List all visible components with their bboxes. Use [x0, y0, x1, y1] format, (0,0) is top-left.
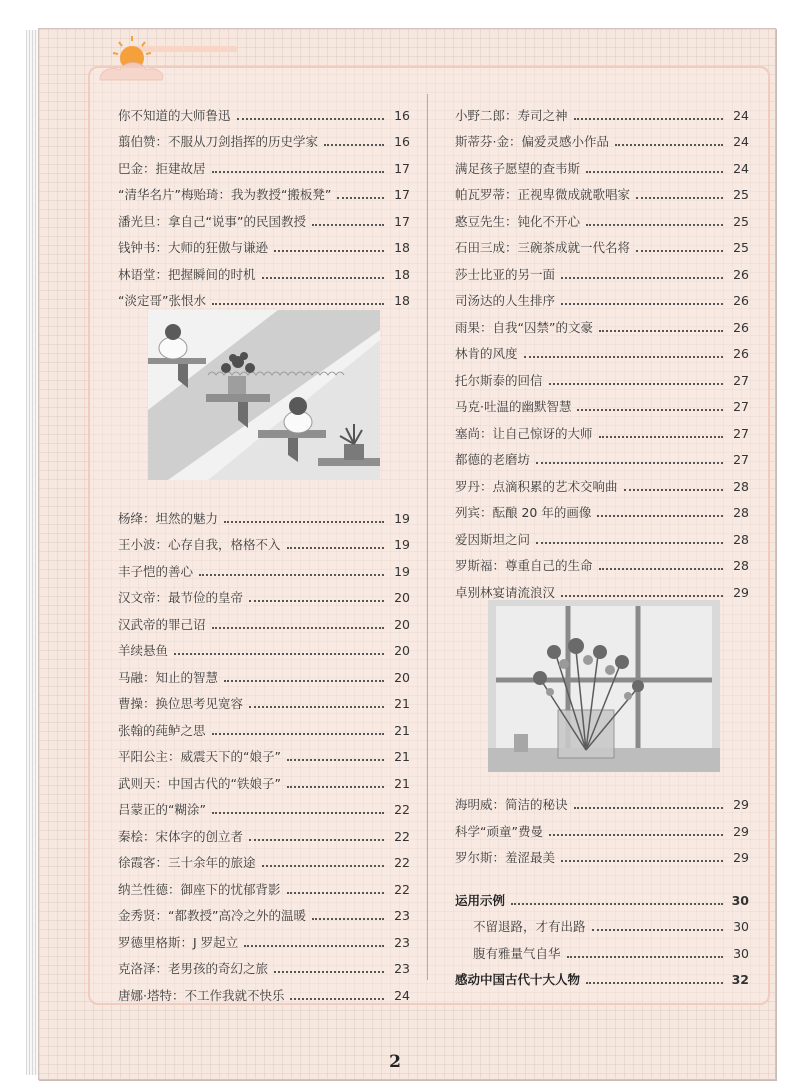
toc-entry-title: 钱钟书：大师的狂傲与谦逊 — [118, 240, 269, 255]
toc-entry-page: 22 — [394, 881, 410, 897]
toc-entry — [118, 923, 410, 950]
dot-leader — [586, 224, 723, 226]
flower-vase-window-photo — [488, 600, 720, 772]
toc-entry-page: 28 — [733, 505, 749, 520]
dot-leader — [262, 277, 384, 279]
toc-entry-title: 石田三成：三碗茶成就一代名将 — [455, 240, 631, 255]
dot-leader — [324, 144, 384, 146]
toc-entry-title: 运用示例 — [455, 892, 506, 908]
toc-entry — [118, 738, 410, 765]
toc-entry-title: 满足孩子愿望的查韦斯 — [455, 160, 581, 176]
toc-entry — [455, 308, 749, 335]
toc-entry-title: 王小波：心存自我，格格不入 — [118, 537, 281, 552]
dot-leader — [237, 118, 384, 120]
toc-entry-title: 马融：知止的智慧 — [118, 669, 219, 685]
toc-entry-page: 26 — [733, 319, 749, 335]
toc-entry — [118, 552, 410, 579]
toc-entry-title: 不留退路，才有出路 — [473, 919, 586, 934]
toc-entry-page: 25 — [733, 187, 749, 202]
toc-entry-page: 25 — [733, 240, 749, 255]
toc-entry-title: 罗德里格斯：J 罗起立 — [118, 934, 239, 950]
toc-right-column — [455, 96, 749, 987]
dot-leader — [567, 956, 723, 958]
toc-entry — [455, 96, 749, 123]
toc-entry — [455, 934, 749, 961]
dot-leader — [586, 171, 723, 173]
dot-leader — [337, 197, 384, 199]
dot-leader — [262, 865, 384, 867]
dot-leader — [249, 600, 384, 602]
toc-entry — [118, 976, 410, 1003]
toc-entry-title: 都德的老磨坊 — [455, 452, 531, 467]
toc-entry — [118, 764, 410, 791]
toc-entry — [455, 229, 749, 256]
dot-leader — [212, 627, 384, 629]
dot-leader — [599, 568, 723, 570]
toc-entry — [455, 388, 749, 415]
toc-entry-page: 22 — [394, 802, 410, 817]
toc-entry-title: 小野二郎：寿司之神 — [455, 107, 568, 123]
toc-entry — [118, 711, 410, 738]
toc-entry-page: 19 — [394, 537, 410, 552]
dot-leader — [249, 839, 384, 841]
toc-entry-title: 林肯的风度 — [455, 346, 518, 361]
toc-entry-page: 27 — [733, 399, 749, 414]
toc-entry-page: 24 — [394, 987, 410, 1003]
toc-entry — [118, 123, 410, 150]
toc-entry-page: 26 — [733, 293, 749, 308]
toc-list — [455, 96, 749, 600]
toc-entry-title: 罗斯福：尊重自己的生命 — [455, 558, 593, 573]
dot-leader — [312, 224, 384, 226]
toc-entry-page: 24 — [733, 107, 749, 123]
toc-entry-title: 罗丹：点滴积累的艺术交响曲 — [455, 478, 618, 494]
dot-leader — [249, 706, 384, 708]
dot-leader — [212, 733, 384, 735]
toc-entry-page: 30 — [733, 945, 749, 961]
toc-entry-title: 平阳公主：威震天下的“娘子” — [118, 749, 281, 764]
toc-entry-title: 列宾：酝酿 20 年的画像 — [455, 505, 592, 520]
toc-entry — [455, 335, 749, 362]
toc-entry-page: 20 — [394, 669, 410, 685]
dot-leader — [287, 892, 384, 894]
toc-entry-page: 24 — [733, 160, 749, 176]
dot-leader — [511, 903, 723, 905]
toc-entry-title: 爱因斯坦之问 — [455, 531, 531, 547]
toc-entry — [118, 579, 410, 606]
toc-list — [118, 499, 410, 1003]
toc-entry-page: 29 — [733, 850, 749, 865]
toc-entry-page: 19 — [394, 563, 410, 579]
toc-entry-page: 21 — [394, 696, 410, 711]
toc-entry — [455, 547, 749, 574]
toc-entry-page: 28 — [733, 478, 749, 494]
dot-leader — [287, 786, 384, 788]
toc-entry — [455, 441, 749, 468]
toc-entry-page: 29 — [733, 584, 749, 600]
dot-leader — [174, 653, 384, 655]
dot-leader — [599, 330, 723, 332]
toc-entry — [455, 494, 749, 521]
toc-entry-title: 唐娜·塔特：不工作我就不快乐 — [118, 987, 285, 1003]
toc-entry — [455, 255, 749, 282]
toc-entry-title: “淡定哥”张恨水 — [118, 293, 206, 308]
toc-entry — [118, 844, 410, 871]
toc-entry — [118, 499, 410, 526]
toc-entry-page: 16 — [394, 107, 410, 123]
toc-entry-title: 秦桧：宋体字的创立者 — [118, 828, 244, 844]
toc-entry-page: 27 — [733, 372, 749, 388]
toc-entry-page: 32 — [731, 972, 749, 987]
dot-leader — [574, 807, 723, 809]
toc-entry — [118, 632, 410, 659]
toc-list — [455, 881, 749, 987]
toc-entry-title: 科学“顽童”费曼 — [455, 823, 543, 839]
dot-leader — [212, 171, 384, 173]
toc-entry — [455, 812, 749, 839]
dot-leader — [549, 383, 723, 385]
dot-leader — [592, 929, 723, 931]
toc-entry — [455, 908, 749, 935]
toc-entry-title: 马克·吐温的幽默智慧 — [455, 399, 572, 414]
toc-entry-page: 17 — [394, 187, 410, 202]
toc-entry-title: 林语堂：把握瞬间的时机 — [118, 266, 256, 282]
toc-entry-page: 30 — [731, 892, 749, 908]
section-gap — [455, 865, 749, 881]
toc-entry-title: “清华名片”梅贻琦：我为教授“搬板凳” — [118, 187, 332, 202]
dot-leader — [574, 118, 723, 120]
toc-entry-page: 20 — [394, 590, 410, 605]
dot-leader — [561, 303, 723, 305]
toc-entry — [118, 229, 410, 256]
dot-leader — [624, 489, 723, 491]
dot-leader — [561, 860, 723, 862]
toc-entry-title: 潘光旦：拿自己“说事”的民国教授 — [118, 213, 306, 229]
dot-leader — [212, 812, 384, 814]
toc-entry — [118, 202, 410, 229]
dot-leader — [524, 356, 723, 358]
toc-entry-page: 20 — [394, 616, 410, 632]
toc-entry — [118, 950, 410, 977]
toc-entry — [118, 817, 410, 844]
toc-entry-page: 21 — [394, 749, 410, 764]
toc-entry-page: 28 — [733, 531, 749, 547]
toc-entry-page: 27 — [733, 425, 749, 441]
toc-entry-title: 汉武帝的罪己诏 — [118, 616, 206, 632]
toc-entry — [455, 414, 749, 441]
toc-left-column — [118, 96, 410, 1003]
dot-leader — [599, 436, 723, 438]
toc-entry-title: 克洛泽：老男孩的奇幻之旅 — [118, 961, 269, 976]
dot-leader — [274, 250, 384, 252]
toc-entry-title: 司汤达的人生排序 — [455, 293, 556, 308]
toc-entry-page: 29 — [733, 797, 749, 812]
toc-entry — [118, 658, 410, 685]
toc-entry-title: 翦伯赞：不服从刀剑指挥的历史学家 — [118, 134, 319, 149]
dot-leader — [577, 409, 723, 411]
toc-entry-page: 29 — [733, 823, 749, 839]
toc-entry-page: 30 — [733, 919, 749, 934]
toc-entry-page: 18 — [394, 240, 410, 255]
toc-entry-title: 海明威：简洁的秘诀 — [455, 797, 568, 812]
toc-entry-title: 曹操：换位思考见宽容 — [118, 696, 244, 711]
toc-entry-title: 感动中国古代十大人物 — [455, 972, 581, 987]
dot-leader — [615, 144, 723, 146]
toc-entry-page: 23 — [394, 961, 410, 976]
toc-entry — [455, 361, 749, 388]
toc-entry — [455, 839, 749, 866]
toc-entry-page: 21 — [394, 775, 410, 791]
dot-leader — [199, 574, 384, 576]
toc-entry — [118, 282, 410, 309]
dot-leader — [212, 303, 384, 305]
dot-leader — [636, 197, 723, 199]
toc-entry — [118, 96, 410, 123]
toc-entry-title: 腹有雅量气自华 — [473, 945, 561, 961]
toc-entry — [455, 176, 749, 203]
dot-leader — [586, 982, 723, 984]
dot-leader — [244, 945, 384, 947]
toc-entry-title: 莎士比亚的另一面 — [455, 266, 556, 282]
toc-entry-title: 吕蒙正的“糊涂” — [118, 802, 206, 817]
staircase-plants-photo — [148, 310, 380, 480]
toc-entry-title: 托尔斯泰的回信 — [455, 372, 543, 388]
toc-entry — [118, 685, 410, 712]
toc-entry — [118, 897, 410, 924]
dot-leader — [561, 277, 723, 279]
dot-leader — [312, 918, 384, 920]
toc-entry-page: 23 — [394, 934, 410, 950]
toc-entry-page: 21 — [394, 722, 410, 738]
dot-leader — [224, 680, 384, 682]
toc-entry-page: 24 — [733, 134, 749, 149]
toc-entry-page: 17 — [394, 160, 410, 176]
toc-entry-title: 张翰的莼鲈之思 — [118, 722, 206, 738]
toc-entry — [455, 282, 749, 309]
toc-entry-page: 18 — [394, 293, 410, 308]
toc-list — [118, 96, 410, 308]
dot-leader — [536, 542, 723, 544]
dot-leader — [290, 998, 384, 1000]
toc-entry — [118, 176, 410, 203]
toc-entry-page: 26 — [733, 266, 749, 282]
dot-leader — [274, 971, 384, 973]
toc-entry — [455, 520, 749, 547]
toc-entry-page: 20 — [394, 643, 410, 658]
toc-entry-page: 23 — [394, 908, 410, 923]
dot-leader — [636, 250, 723, 252]
toc-section-heading — [455, 961, 749, 988]
toc-entry-page: 25 — [733, 213, 749, 229]
toc-entry-page: 22 — [394, 855, 410, 870]
dot-leader — [536, 462, 723, 464]
toc-entry — [455, 573, 749, 600]
page-number: 2 — [389, 1052, 401, 1072]
toc-entry — [118, 255, 410, 282]
toc-entry — [455, 123, 749, 150]
toc-entry — [118, 791, 410, 818]
toc-entry-title: 卓别林宴请流浪汉 — [455, 584, 556, 600]
toc-entry-title: 金秀贤：“都教授”高冷之外的温暖 — [118, 908, 306, 923]
toc-entry — [118, 870, 410, 897]
toc-section-heading — [455, 881, 749, 908]
dot-leader — [561, 595, 723, 597]
toc-entry — [118, 526, 410, 553]
toc-entry-title: 塞尚：让自己惊讶的大师 — [455, 425, 593, 441]
toc-entry-page: 18 — [394, 266, 410, 282]
toc-entry-page: 16 — [394, 134, 410, 149]
toc-entry-title: 你不知道的大师鲁迅 — [118, 107, 231, 123]
dot-leader — [287, 547, 384, 549]
toc-entry-title: 羊续悬鱼 — [118, 643, 169, 658]
toc-entry-title: 杨绛：坦然的魅力 — [118, 510, 219, 526]
toc-entry — [118, 149, 410, 176]
dot-leader — [287, 759, 384, 761]
toc-entry-page: 19 — [394, 510, 410, 526]
toc-entry-title: 武则天：中国古代的“铁娘子” — [118, 775, 281, 791]
toc-entry-title: 汉文帝：最节俭的皇帝 — [118, 590, 244, 605]
toc-entry-page: 17 — [394, 213, 410, 229]
dot-leader — [549, 834, 723, 836]
toc-entry-title: 徐霞客：三十余年的旅途 — [118, 855, 256, 870]
toc-entry-title: 斯蒂芬·金：偏爱灵感小作品 — [455, 134, 609, 149]
toc-entry-page: 28 — [733, 558, 749, 573]
toc-entry-page: 26 — [733, 346, 749, 361]
toc-entry — [455, 202, 749, 229]
toc-entry-title: 巴金：拒建故居 — [118, 160, 206, 176]
toc-list — [455, 786, 749, 866]
dot-leader — [597, 515, 723, 517]
toc-entry-page: 27 — [733, 452, 749, 467]
toc-entry-title: 纳兰性德：御座下的忧郁背影 — [118, 881, 281, 897]
toc-entry-title: 丰子恺的善心 — [118, 563, 194, 579]
toc-entry-title: 罗尔斯：羞涩最美 — [455, 850, 556, 865]
toc-entry-page: 22 — [394, 828, 410, 844]
dot-leader — [224, 521, 384, 523]
toc-entry — [455, 149, 749, 176]
toc-entry-title: 雨果：自我“囚禁”的文豪 — [455, 319, 593, 335]
toc-entry — [455, 786, 749, 813]
toc-entry-title: 憨豆先生：钝化不开心 — [455, 213, 581, 229]
toc-entry — [118, 605, 410, 632]
toc-entry-title: 帕瓦罗蒂：正视卑微成就歌唱家 — [455, 187, 631, 202]
column-divider — [427, 94, 428, 980]
toc-entry — [455, 467, 749, 494]
